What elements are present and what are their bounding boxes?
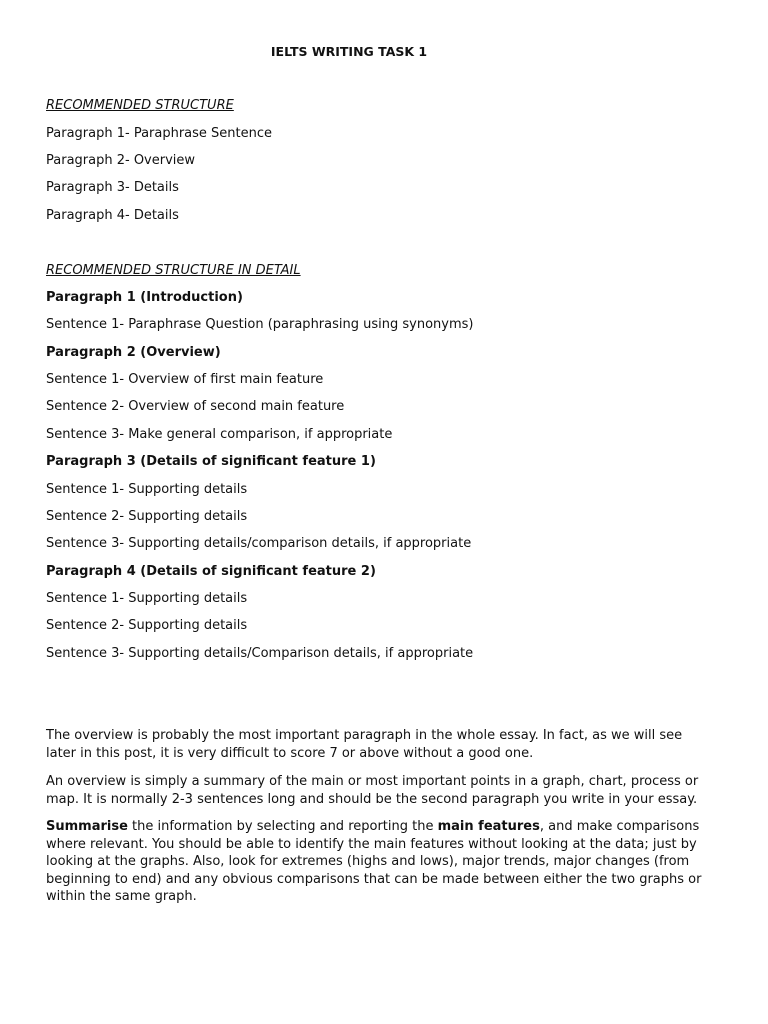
detail-sentence: Sentence 3- Make general comparison, if appropriate	[46, 427, 393, 442]
structure-item: Paragraph 1- Paraphrase Sentence	[46, 126, 273, 141]
structure-item: Paragraph 3- Details	[46, 180, 179, 195]
detail-sentence: Sentence 2- Supporting details	[46, 618, 248, 633]
detail-sentence: Sentence 2- Overview of second main feature	[46, 399, 345, 414]
paragraph-text: , and make comparisons where relevant. You should be able to identify the main features without looking at the data; just by looking at the graphs. Also, look for extremes (highs and lows), major trends, major changes (from beginning to end) and any obvious comparisons that can be made between either the two graphs or within the same graph.	[46, 819, 702, 904]
structure-item: Paragraph 4- Details	[46, 208, 179, 223]
structure-item: Paragraph 2- Overview	[46, 153, 196, 168]
detail-sentence: Sentence 2- Supporting details	[46, 509, 248, 524]
detail-sentence: Sentence 1- Overview of first main feature	[46, 372, 324, 387]
detail-sentence: Sentence 1- Supporting details	[46, 591, 248, 606]
detail-paragraph-heading: Paragraph 4 (Details of significant feature 2)	[46, 564, 376, 579]
detail-sentence: Sentence 1- Paraphrase Question (paraphrasing using synonyms)	[46, 317, 474, 332]
detail-sentence: Sentence 1- Supporting details	[46, 482, 248, 497]
summarise-bold: Summarise	[46, 819, 128, 834]
overview-paragraph-1: The overview is probably the most important paragraph in the whole essay. In fact, as we will see later in this post, it is very difficult to score 7 or above without a good one.	[46, 728, 683, 761]
detail-sentence: Sentence 3- Supporting details/comparison details, if appropriate	[46, 536, 472, 551]
structure-detail-heading: RECOMMENDED STRUCTURE IN DETAIL	[46, 263, 301, 278]
detail-paragraph-heading: Paragraph 3 (Details of significant feature 1)	[46, 454, 376, 469]
detail-paragraph-heading: Paragraph 2 (Overview)	[46, 345, 221, 360]
overview-paragraph-3	[46, 818, 716, 906]
document-title: IELTS WRITING TASK 1	[270, 44, 428, 59]
detail-paragraph-heading: Paragraph 1 (Introduction)	[46, 290, 243, 305]
paragraph-text: the information by selecting and reporting the	[127, 819, 438, 834]
overview-paragraph-2: An overview is simply a summary of the main or most important points in a graph, chart, process or map. It is normally 2-3 sentences long and should be the second paragraph you write in your essay.	[46, 774, 699, 807]
main-features-bold: main features	[437, 819, 540, 834]
recommended-structure-heading: RECOMMENDED STRUCTURE	[46, 98, 234, 113]
detail-sentence: Sentence 3- Supporting details/Comparison details, if appropriate	[46, 646, 474, 661]
